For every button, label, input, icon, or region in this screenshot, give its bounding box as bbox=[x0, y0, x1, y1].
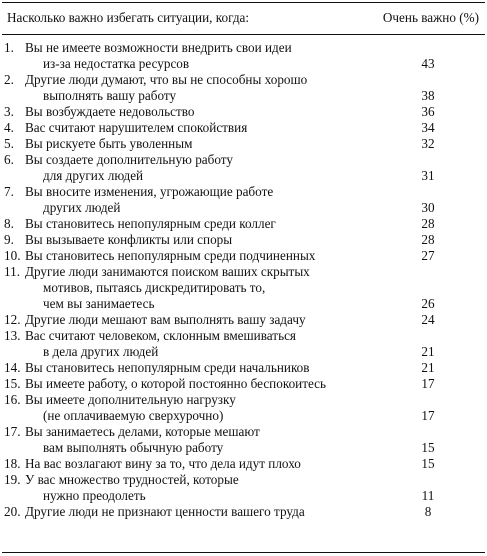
item-number: 18. bbox=[4, 456, 21, 471]
item-text-line: нужно преодолеть bbox=[43, 488, 146, 503]
item-number: 17. bbox=[4, 424, 21, 439]
item-number: 14. bbox=[4, 360, 21, 375]
item-text-line: Вы создаете дополнительную работу bbox=[25, 152, 233, 167]
item-value: 31 bbox=[421, 168, 435, 183]
item-value: 21 bbox=[421, 360, 435, 375]
item-value: 26 bbox=[421, 296, 435, 311]
item-text-line: чем вы занимаетесь bbox=[43, 296, 155, 311]
item-text-line: в дела других людей bbox=[43, 344, 159, 359]
item-value: 36 bbox=[421, 104, 435, 119]
item-value: 30 bbox=[421, 200, 435, 215]
item-text-line: для других людей bbox=[43, 168, 144, 183]
item-number: 16. bbox=[4, 392, 21, 407]
item-number: 8. bbox=[4, 216, 14, 231]
item-number: 12. bbox=[4, 312, 21, 327]
item-text-line: Другие люди не признают ценности вашего труда bbox=[25, 504, 305, 519]
item-number: 9. bbox=[4, 232, 14, 247]
item-value: 24 bbox=[421, 312, 435, 327]
item-value: 27 bbox=[421, 248, 435, 263]
item-value: 43 bbox=[421, 56, 435, 71]
item-number: 7. bbox=[4, 184, 14, 199]
item-text-line: Вы рискуете быть уволенным bbox=[25, 136, 193, 151]
item-value: 15 bbox=[421, 440, 435, 455]
question-column-header: Насколько важно избегать ситуации, когда: bbox=[7, 10, 250, 25]
item-number: 15. bbox=[4, 376, 21, 391]
bottom-rule bbox=[2, 552, 485, 553]
item-text-line: Вас считают человеком, склонным вмешиваться bbox=[25, 328, 296, 343]
item-number: 1. bbox=[4, 40, 14, 55]
header-rule bbox=[2, 34, 485, 35]
item-number: 2. bbox=[4, 72, 14, 87]
item-value: 28 bbox=[421, 232, 435, 247]
item-text-line: Вы вызываете конфликты или споры bbox=[25, 232, 233, 247]
item-text-line: мотивов, пытаясь дискредитировать то, bbox=[43, 280, 266, 295]
item-value: 34 bbox=[421, 120, 435, 135]
item-text-line: Вы возбуждаете недовольство bbox=[25, 104, 195, 119]
item-number: 11. bbox=[4, 264, 20, 279]
item-text-line: Вы имеете дополнительную нагрузку bbox=[25, 392, 236, 407]
item-number: 20. bbox=[4, 504, 21, 519]
item-number: 10. bbox=[4, 248, 21, 263]
item-text-line: (не оплачиваемую сверхурочно) bbox=[43, 408, 224, 423]
item-text-line: У вас множество трудностей, которые bbox=[25, 472, 239, 487]
item-text-line: вам выполнять обычную работу bbox=[43, 440, 224, 455]
top-rule bbox=[2, 2, 485, 3]
item-text-line: других людей bbox=[43, 200, 121, 215]
item-text-line: Другие люди думают, что вы не способны хорошо bbox=[25, 72, 308, 87]
item-number: 19. bbox=[4, 472, 21, 487]
item-text-line: Вы не имеете возможности внедрить свои идеи bbox=[25, 40, 292, 55]
item-text-line: Вы вносите изменения, угрожающие работе bbox=[25, 184, 274, 199]
item-number: 4. bbox=[4, 120, 14, 135]
item-value: 17 bbox=[421, 376, 435, 391]
item-text-line: Другие люди мешают вам выполнять вашу задачу bbox=[25, 312, 306, 327]
item-number: 6. bbox=[4, 152, 14, 167]
item-value: 8 bbox=[424, 504, 432, 519]
item-number: 3. bbox=[4, 104, 14, 119]
item-value: 28 bbox=[421, 216, 435, 231]
item-text-line: Вы занимаетесь делами, которые мешают bbox=[25, 424, 260, 439]
item-value: 21 bbox=[421, 344, 435, 359]
item-value: 32 bbox=[421, 136, 435, 151]
item-text-line: Вы становитесь непопулярным среди коллег bbox=[25, 216, 276, 231]
item-text-line: Другие люди занимаются поиском ваших скрытых bbox=[25, 264, 310, 279]
item-text-line: из-за недостатка ресурсов bbox=[43, 56, 190, 71]
item-text-line: Вы имеете работу, о которой постоянно беспокоитесь bbox=[25, 376, 327, 391]
item-number: 5. bbox=[4, 136, 14, 151]
item-number: 13. bbox=[4, 328, 21, 343]
item-text-line: Вас считают нарушителем спокойствия bbox=[25, 120, 248, 135]
item-value: 15 bbox=[421, 456, 435, 471]
item-value: 17 bbox=[421, 408, 435, 423]
item-text-line: выполнять вашу работу bbox=[43, 88, 177, 103]
item-text-line: На вас возлагают вину за то, что дела идут плохо bbox=[25, 456, 301, 471]
item-text-line: Вы становитесь непопулярным среди начальников bbox=[25, 360, 310, 375]
item-value: 11 bbox=[421, 488, 435, 503]
item-value: 38 bbox=[421, 88, 435, 103]
item-text-line: Вы становитесь непопулярным среди подчиненных bbox=[25, 248, 316, 263]
value-column-header: Очень важно (%) bbox=[382, 10, 479, 25]
